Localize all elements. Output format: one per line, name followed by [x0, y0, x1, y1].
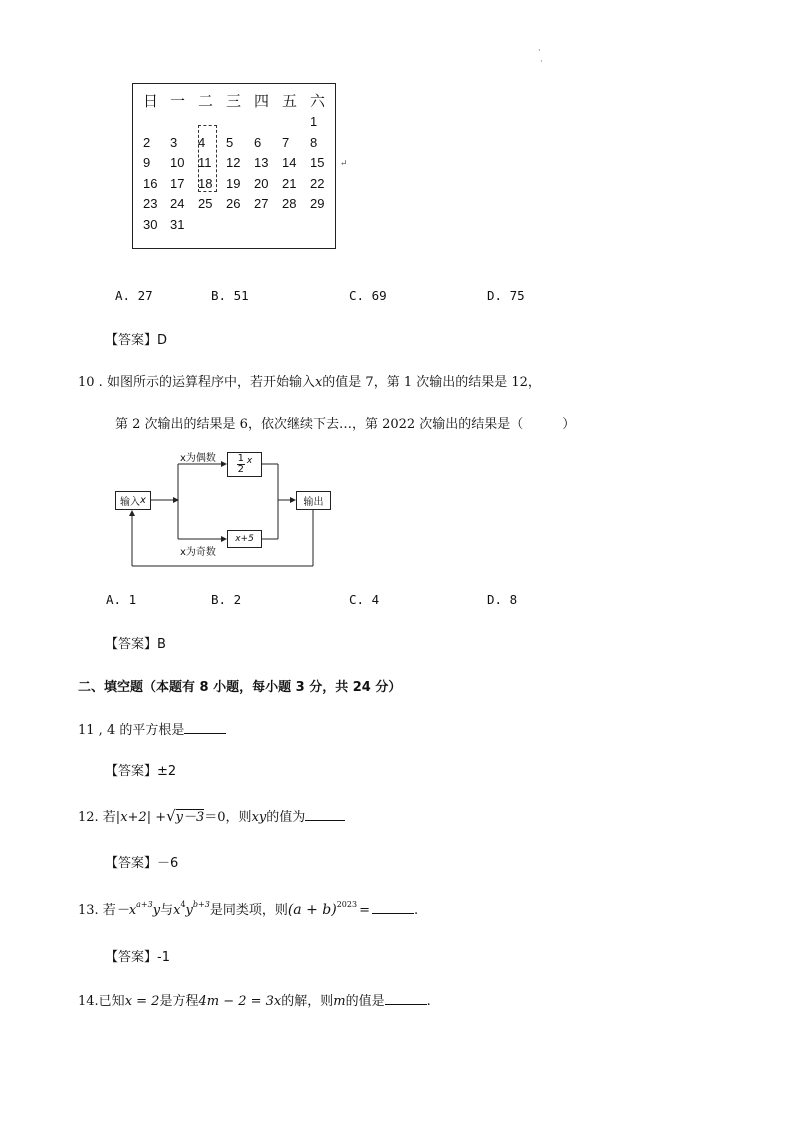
q13-text-b: 是同类项，则	[209, 903, 288, 918]
flow-input-box	[115, 491, 151, 510]
q13-end: .	[413, 903, 419, 918]
section2-title: 二、填空题（本题有 8 小题，每小题 3 分，共 24 分）	[78, 680, 402, 695]
q13-term1-coef: －x	[115, 903, 137, 918]
sqrt-sign-icon: √	[166, 807, 176, 825]
calendar-day-cell: 20	[254, 175, 269, 191]
q9-option-a: A. 27	[115, 288, 153, 303]
q14-cond: x = 2	[124, 994, 160, 1009]
q14-text-b: 是方程	[159, 994, 199, 1009]
calendar-day-cell: 29	[310, 196, 325, 212]
q12-sqrt-expr: y－3	[175, 810, 205, 825]
q10-option-d: D. 8	[487, 592, 518, 607]
q12-xy: xy	[251, 810, 267, 825]
q12-blank	[305, 808, 345, 821]
q14-question	[78, 990, 431, 1009]
q11-answer: 【答案】±2	[105, 764, 177, 779]
q10-var-x: x	[314, 375, 323, 390]
q9-option-c: C. 69	[349, 288, 387, 303]
calendar-day-cell: 6	[254, 134, 262, 150]
flow-half-numerator: 1	[237, 453, 245, 464]
calendar-day-cell: 5	[226, 134, 234, 150]
flow-even-label: x为偶数	[180, 453, 216, 464]
calendar-day-cell: 22	[310, 175, 325, 191]
calendar-day-cell: 8	[310, 134, 318, 150]
calendar-day-cell: 28	[282, 196, 297, 212]
flow-output-box	[296, 491, 331, 510]
scan-mark: ·	[538, 46, 541, 56]
calendar-day-cell: 3	[170, 134, 178, 150]
calendar-header-cell: 六	[310, 92, 326, 110]
q13-blank	[372, 901, 414, 914]
calendar-day-cell: 14	[282, 155, 297, 171]
q10-option-a: A. 1	[106, 592, 137, 607]
calendar-day-cell: 19	[226, 175, 241, 191]
calendar-header-cell: 三	[226, 92, 242, 110]
calendar-day-cell: 17	[170, 175, 185, 191]
calendar-day-cell: 18	[198, 175, 213, 191]
calendar-header-cell: 日	[143, 92, 159, 110]
flow-half-var: x	[246, 455, 253, 466]
q12-text-c: ＝0，则	[204, 810, 252, 825]
calendar-day-cell: 31	[170, 217, 185, 232]
flow-input-var: x	[140, 495, 146, 506]
flow-odd-label: x为奇数	[180, 547, 216, 558]
calendar-day-cell: 4	[198, 134, 206, 150]
q14-text-c: 的解，则	[281, 994, 334, 1009]
calendar-day-cell: 12	[226, 155, 241, 171]
q13-answer: 【答案】-1	[105, 950, 170, 965]
q11-text: 11 , 4 的平方根是	[78, 723, 185, 738]
q13-eq: =	[359, 903, 370, 918]
q13-term1-y: y	[152, 903, 161, 918]
q13-term2-y: y	[185, 903, 193, 918]
flow-plus5-label: x+5	[235, 534, 254, 544]
q10-line2: 第 2 次输出的结果是 6，依次继续下去…，第 2022 次输出的结果是（ ）	[115, 417, 576, 432]
q13-term2-exp1: 4	[180, 900, 186, 909]
q13-question	[78, 899, 418, 918]
calendar-header-cell: 四	[254, 92, 270, 110]
q10-line1-a: 10 . 如图所示的运算程序中，若开始输入	[78, 375, 315, 390]
flow-half-denominator: 2	[237, 464, 245, 475]
q14-m: m	[333, 994, 346, 1009]
return-mark: ↵	[340, 159, 348, 169]
calendar-day-cell: 13	[254, 155, 269, 171]
calendar-day-cell: 15	[310, 155, 325, 171]
q12-text-d: 的值为	[266, 810, 306, 825]
q13-text-a: 13. 若	[78, 903, 116, 918]
calendar-day-cell: 7	[282, 134, 290, 150]
q13-term2-exp2: b+3	[192, 900, 210, 909]
q13-paren: (a + b)	[287, 902, 337, 918]
flow-half-box	[227, 452, 262, 477]
q14-text-a: 14.已知	[78, 994, 125, 1009]
q10-option-b: B. 2	[211, 592, 242, 607]
calendar-header-cell: 五	[282, 92, 298, 110]
calendar-day-cell: 11	[198, 155, 212, 171]
calendar-day-cell: 2	[143, 134, 151, 150]
q11-blank	[184, 721, 226, 734]
q12-text-a: 12. 若|	[78, 810, 121, 825]
calendar-day-cell: 1	[310, 114, 318, 129]
calendar-day-cell: 26	[226, 196, 241, 212]
q13-power: 2023	[336, 900, 358, 909]
calendar-day-cell: 27	[254, 196, 269, 212]
calendar-day-cell: 9	[143, 155, 151, 171]
calendar-day-cell: 23	[143, 196, 158, 212]
q12-answer: 【答案】－6	[105, 856, 179, 871]
q12-expr1: x+2	[120, 810, 147, 825]
calendar-header-cell: 一	[170, 92, 186, 110]
q9-answer: 【答案】D	[105, 333, 168, 348]
q13-mid: 与	[160, 903, 174, 918]
scan-mark: ·	[540, 57, 543, 67]
flow-plus5-box	[227, 530, 262, 548]
flow-output-label: 输出	[303, 497, 324, 508]
q10-answer: 【答案】B	[105, 637, 166, 652]
q10-option-c: C. 4	[349, 592, 380, 607]
calendar-day-cell: 16	[143, 175, 158, 191]
q9-option-d: D. 75	[487, 288, 525, 303]
q12-question	[78, 806, 345, 825]
q9-option-b: B. 51	[211, 288, 249, 303]
q14-eqn: 4m − 2 = 3x	[198, 994, 282, 1009]
q12-text-b: | +	[146, 810, 167, 825]
calendar-day-cell: 30	[143, 217, 158, 232]
q14-blank	[385, 992, 427, 1005]
q14-text-d: 的值是	[345, 994, 385, 1009]
q11-question	[78, 719, 226, 738]
calendar-day-cell: 24	[170, 196, 185, 212]
calendar-day-cell: 10	[170, 155, 185, 171]
q10-line1-b: 的值是 7，第 1 次输出的结果是 12，	[322, 375, 541, 390]
q14-end: .	[426, 994, 431, 1009]
calendar-header-cell: 二	[198, 92, 214, 110]
q13-term2-x: x	[173, 903, 181, 918]
calendar-day-cell: 25	[198, 196, 213, 212]
flow-input-label: 输入	[120, 497, 141, 508]
calendar-day-cell: 21	[282, 175, 297, 191]
q13-term1-exp: a+3	[136, 900, 153, 909]
